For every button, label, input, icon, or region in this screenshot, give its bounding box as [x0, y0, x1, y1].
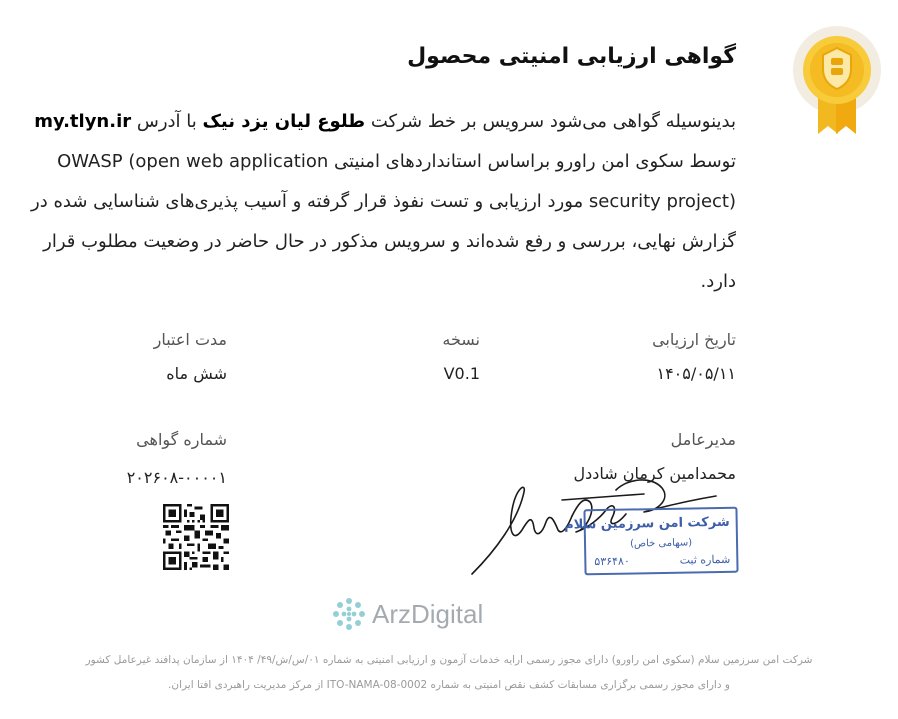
certificate-title: گواهی ارزیابی امنیتی محصول	[407, 44, 736, 69]
arzdigital-logo-icon	[332, 597, 366, 631]
qr-code-icon	[163, 504, 229, 570]
validity-label: مدت اعتبار	[153, 330, 227, 349]
certificate-number-label: شماره گواهی	[136, 430, 227, 449]
version-value: V0.1	[443, 364, 480, 383]
body-part-1: بدینوسیله گواهی می‌شود سرویس بر خط شرکت	[365, 111, 736, 132]
stamp-company-type: (سهامی خاص)	[629, 537, 693, 550]
version-label: نسخه	[442, 330, 480, 349]
certificate-number-value: ۲۰۲۶۰۸-۰۰۰۰۱	[126, 468, 227, 487]
validity-value: شش ماه	[166, 364, 227, 383]
company-name: طلوع لیان یزد نیک	[202, 111, 366, 132]
service-domain: my.tlyn.ir	[34, 111, 132, 132]
certificate-body	[12, 102, 736, 302]
footer-line-1: شرکت امن سرزمین سلام (سکوی امن راورو) دارای مجوز رسمی ارایه خدمات آزمون و ارزیابی امنیتی به شماره ۰۱/س/ش/۴۹/ ۱۴۰۴ از سازمان پدافند غیرعامل کشور	[85, 654, 813, 666]
body-part-2: با آدرس	[131, 111, 203, 132]
stamp-registration-label: شماره ثبت	[679, 552, 731, 567]
evaluation-date-value: ۱۴۰۵/۰۵/۱۱	[656, 364, 736, 383]
stamp-company-name: شرکت امن سرزمین سلام	[564, 514, 730, 533]
certificate-badge-icon	[792, 20, 882, 136]
ceo-label: مدیرعامل	[670, 430, 736, 449]
watermark-text: ArzDigital	[372, 598, 484, 629]
body-part-3: توسط سکوی امن راورو براساس استانداردهای امنیتی OWASP (open web application security project) مورد ارزیابی و تست نفوذ قرار گرفته و آسیب پذیری‌های شناسایی شده در گزارش نهایی، بررسی و رفع شده‌اند و سرویس مذکور در حال حاضر در وضعیت مطلوب قرار دارد.	[31, 151, 736, 292]
stamp-registration-number: ۵۳۶۴۸۰	[594, 554, 630, 569]
footer-line-2: و دارای مجوز رسمی برگزاری مسابقات کشف نقص امنیتی به شماره ITO-NAMA-08-0002 از مرکز مدیریت راهبردی افتا ایران.	[168, 679, 730, 691]
ceo-value: محمدامین کرمان شاددل	[573, 464, 736, 483]
company-stamp	[564, 507, 738, 576]
watermark	[332, 597, 483, 631]
evaluation-date-label: تاریخ ارزیابی	[652, 330, 736, 349]
